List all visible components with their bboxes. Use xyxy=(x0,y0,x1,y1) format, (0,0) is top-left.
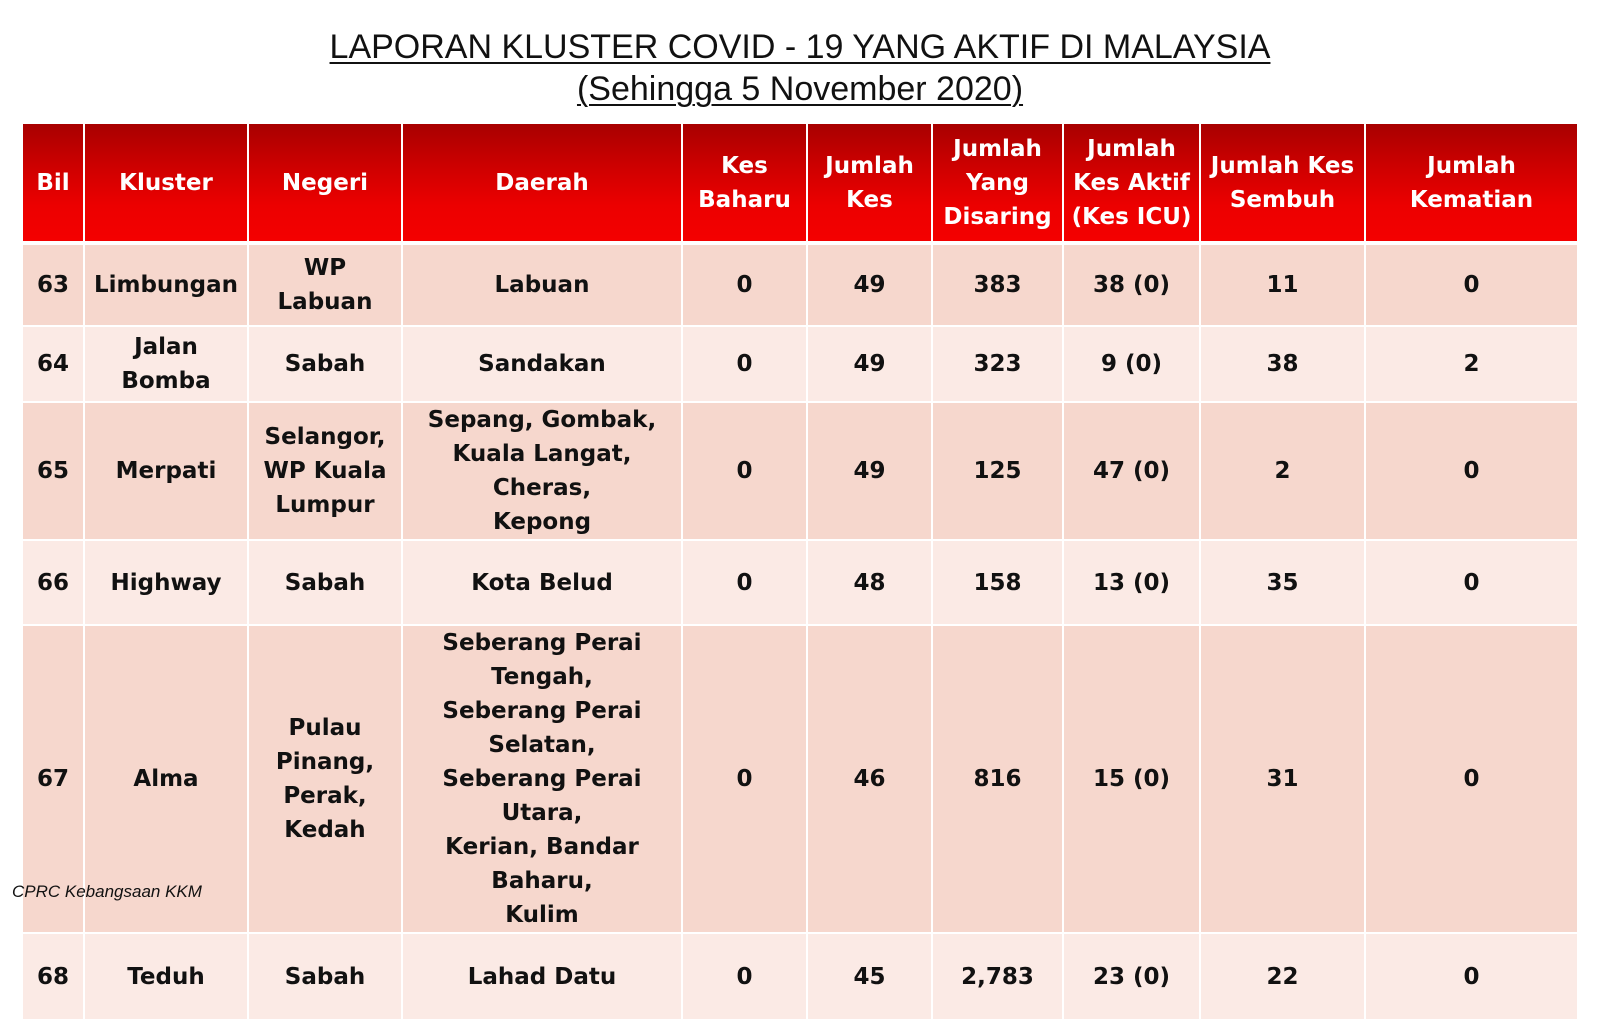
cell-kes-baharu: 0 xyxy=(683,245,808,327)
cell-kes-sembuh: 38 xyxy=(1201,327,1366,403)
col-header-jumlah-disaring: Jumlah Yang Disaring xyxy=(933,124,1064,245)
col-header-negeri: Negeri xyxy=(249,124,403,245)
cell-kluster: Teduh xyxy=(85,934,249,1021)
cell-jumlah-disaring: 816 xyxy=(933,626,1064,934)
cell-bil: 64 xyxy=(23,327,85,403)
cell-negeri: Sabah xyxy=(249,934,403,1021)
cell-negeri: Sabah xyxy=(249,541,403,626)
cell-kes-baharu: 0 xyxy=(683,626,808,934)
cell-daerah: Sandakan xyxy=(403,327,683,403)
cell-jumlah-disaring: 125 xyxy=(933,403,1064,541)
cell-kes-aktif: 15 (0) xyxy=(1064,626,1201,934)
cell-bil: 63 xyxy=(23,245,85,327)
cell-daerah: Sepang, Gombak, Kuala Langat, Cheras, Kepong xyxy=(403,403,683,541)
cell-negeri: Selangor, WP Kuala Lumpur xyxy=(249,403,403,541)
table-row xyxy=(23,934,1577,1021)
cell-kluster: Alma xyxy=(85,626,249,934)
cell-negeri: Pulau Pinang, Perak, Kedah xyxy=(249,626,403,934)
cell-kluster: Limbungan xyxy=(85,245,249,327)
cell-negeri: WP Labuan xyxy=(249,245,403,327)
cell-kes-sembuh: 2 xyxy=(1201,403,1366,541)
col-header-kes-aktif: Jumlah Kes Aktif (Kes ICU) xyxy=(1064,124,1201,245)
source-footer: CPRC Kebangsaan KKM xyxy=(12,882,202,901)
col-header-daerah: Daerah xyxy=(403,124,683,245)
cell-jumlah-disaring: 383 xyxy=(933,245,1064,327)
cell-kematian: 0 xyxy=(1366,245,1577,327)
cell-bil: 66 xyxy=(23,541,85,626)
report-title: LAPORAN KLUSTER COVID - 19 YANG AKTIF DI MALAYSIA xyxy=(329,28,1271,66)
cell-daerah: Lahad Datu xyxy=(403,934,683,1021)
cell-jumlah-disaring: 158 xyxy=(933,541,1064,626)
cell-kes-baharu: 0 xyxy=(683,934,808,1021)
cell-kes-baharu: 0 xyxy=(683,327,808,403)
cell-kes-sembuh: 11 xyxy=(1201,245,1366,327)
cell-jumlah-kes: 49 xyxy=(808,245,933,327)
col-header-jumlah-kes: Jumlah Kes xyxy=(808,124,933,245)
cell-kes-aktif: 38 (0) xyxy=(1064,245,1201,327)
cell-kes-sembuh: 31 xyxy=(1201,626,1366,934)
col-header-bil: Bil xyxy=(23,124,85,245)
cell-jumlah-kes: 49 xyxy=(808,327,933,403)
cell-jumlah-disaring: 2,783 xyxy=(933,934,1064,1021)
cell-kes-baharu: 0 xyxy=(683,403,808,541)
cell-jumlah-disaring: 323 xyxy=(933,327,1064,403)
cell-bil: 68 xyxy=(23,934,85,1021)
cell-kematian: 0 xyxy=(1366,541,1577,626)
cell-kes-aktif: 13 (0) xyxy=(1064,541,1201,626)
cell-bil: 65 xyxy=(23,403,85,541)
table-row xyxy=(23,245,1577,327)
cell-daerah: Kota Belud xyxy=(403,541,683,626)
cluster-table xyxy=(23,124,1577,1021)
col-header-kluster: Kluster xyxy=(85,124,249,245)
cell-kes-sembuh: 22 xyxy=(1201,934,1366,1021)
cell-jumlah-kes: 46 xyxy=(808,626,933,934)
cell-kes-sembuh: 35 xyxy=(1201,541,1366,626)
cell-kluster: Highway xyxy=(85,541,249,626)
table-row xyxy=(23,327,1577,403)
cell-kluster: Merpati xyxy=(85,403,249,541)
cell-kematian: 2 xyxy=(1366,327,1577,403)
table-row xyxy=(23,626,1577,934)
cell-kluster: Jalan Bomba xyxy=(85,327,249,403)
cell-kematian: 0 xyxy=(1366,934,1577,1021)
cell-kematian: 0 xyxy=(1366,403,1577,541)
cell-kes-baharu: 0 xyxy=(683,541,808,626)
cell-kes-aktif: 47 (0) xyxy=(1064,403,1201,541)
table-row xyxy=(23,403,1577,541)
col-header-kematian: Jumlah Kematian xyxy=(1366,124,1577,245)
cell-kes-aktif: 9 (0) xyxy=(1064,327,1201,403)
report-subtitle-date: (Sehingga 5 November 2020) xyxy=(576,70,1024,108)
cell-jumlah-kes: 45 xyxy=(808,934,933,1021)
cell-kes-aktif: 23 (0) xyxy=(1064,934,1201,1021)
cell-negeri: Sabah xyxy=(249,327,403,403)
cell-daerah: Seberang Perai Tengah, Seberang Perai Selatan, Seberang Perai Utara, Kerian, Bandar Baharu, Kulim xyxy=(403,626,683,934)
col-header-kes-baharu: Kes Baharu xyxy=(683,124,808,245)
cell-kematian: 0 xyxy=(1366,626,1577,934)
table-header-row xyxy=(23,124,1577,245)
cell-jumlah-kes: 48 xyxy=(808,541,933,626)
cell-jumlah-kes: 49 xyxy=(808,403,933,541)
cell-daerah: Labuan xyxy=(403,245,683,327)
table-row xyxy=(23,541,1577,626)
cell-bil: 67 xyxy=(23,626,85,934)
col-header-kes-sembuh: Jumlah Kes Sembuh xyxy=(1201,124,1366,245)
